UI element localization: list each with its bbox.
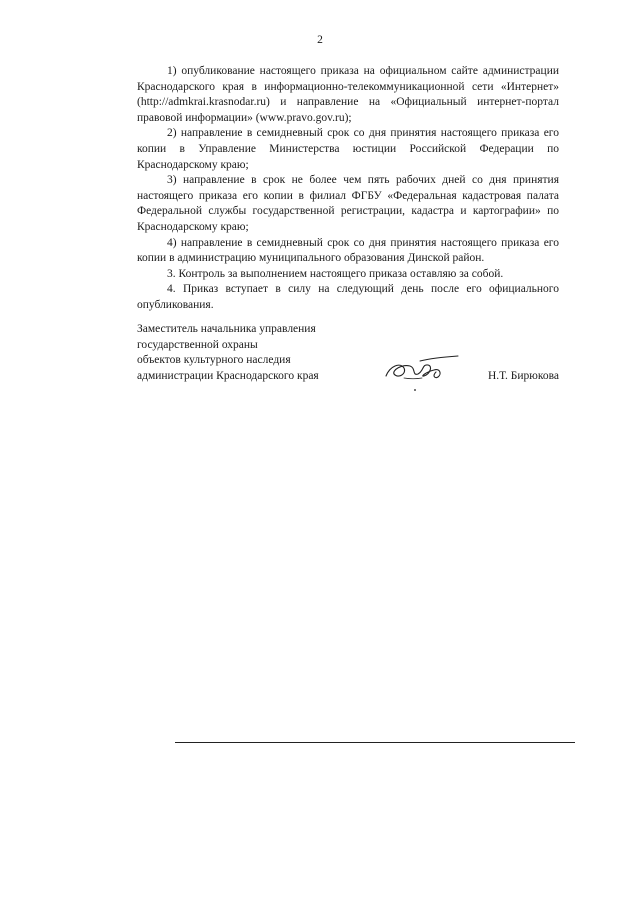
signatory-title-line: администрации Краснодарского края [137,369,319,382]
paragraph-control: 3. Контроль за выполнением настоящего приказа оставляю за собой. [167,267,504,280]
signatory-title [137,322,367,384]
paragraph-item-3: 3) направление в срок не более чем пять рабочих дней со дня принятия настоящего приказа его копии в филиал ФГБУ «Федеральная кадастровая палата Федеральной службы государственной регистрации, кадастра и картографии» по Краснодарскому краю; [137,174,559,233]
signatory-name: Н.Т. Бирюкова [487,369,559,382]
signatory-title-line: Заместитель начальника управления [137,323,316,335]
signature-block [137,322,559,382]
paragraph-item-2: 2) направление в семидневный срок со дня принятия настоящего приказа его копии в Управление Министерства юстиции Российской Федерации по Краснодарскому краю; [137,127,559,171]
paragraph-item-4: 4) направление в семидневный срок со дня принятия настоящего приказа его копии в администрацию муниципального образования Динской район. [137,236,559,265]
paragraph-effective: 4. Приказ вступает в силу на следующий день после его официального опубликования. [137,283,559,311]
signatory-title-line: объектов культурного наследия [137,354,291,367]
scan-speck [414,389,416,391]
page-number: 2 [317,34,323,46]
footer-divider [175,742,575,743]
paragraph-item-1: 1) опубликование настоящего приказа на официальном сайте администрации Краснодарского края в информационно-телекоммуникационной сети «Интернет» (http://admkrai.krasnodar.ru) и направление на «Официальный интернет-портал правовой информации» (www.pravo.gov.ru); [137,65,559,124]
handwritten-signature [380,352,460,384]
document-body [137,64,559,314]
signatory-title-line: государственной охраны [137,338,258,351]
